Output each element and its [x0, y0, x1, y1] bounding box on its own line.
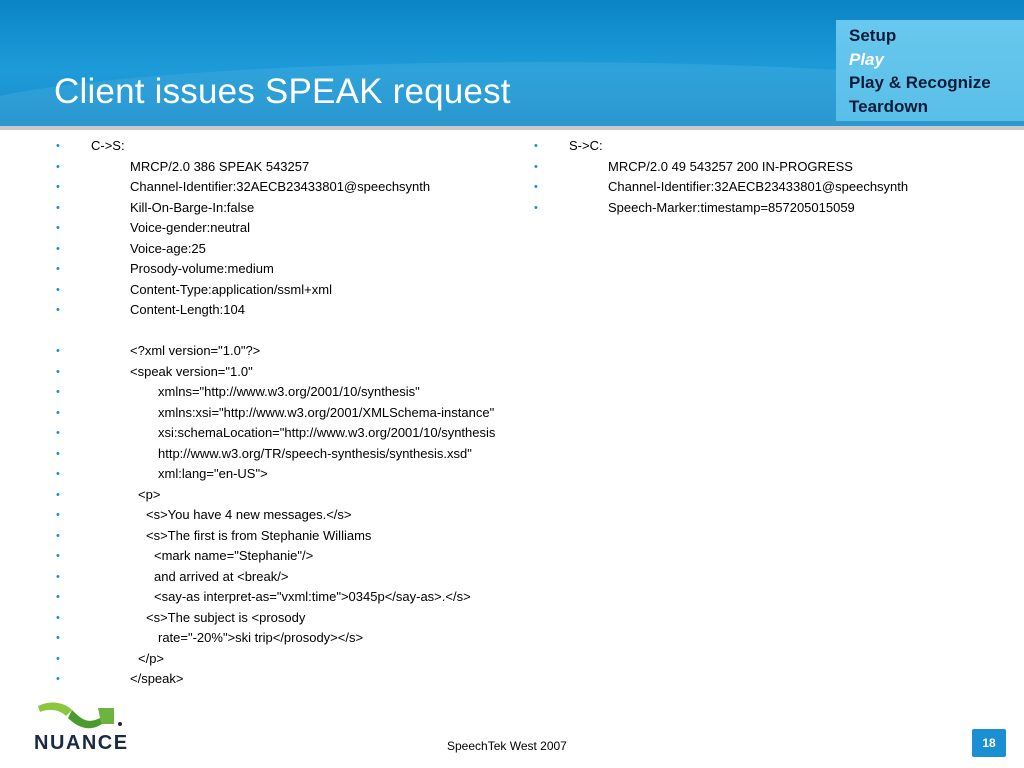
bullet-icon: • — [56, 632, 60, 644]
nuance-logo-text: NUANCE — [34, 732, 129, 754]
bullet-icon: • — [56, 468, 60, 480]
bullet-icon: • — [534, 181, 538, 193]
bullet-icon: • — [56, 242, 60, 255]
request-line-text: Content-Type:application/ssml+xml — [130, 281, 332, 297]
request-line-text: MRCP/2.0 386 SPEAK 543257 — [130, 158, 310, 174]
response-line-text: MRCP/2.0 49 543257 200 IN-PROGRESS — [608, 158, 853, 174]
request-line-text: xml:lang="en-US"> — [158, 466, 268, 481]
request-line-text: <s>The subject is <prosody — [146, 609, 306, 625]
bullet-icon: • — [56, 345, 60, 357]
agenda-item-play-recognize: Play & Recognize — [849, 73, 991, 92]
request-line-text: <mark name="Stephanie"/> — [154, 548, 314, 563]
bullet-icon: • — [56, 386, 60, 398]
response-line-text: Channel-Identifier:32AECB23433801@speechsynth — [608, 179, 909, 194]
bullet-icon: • — [56, 365, 60, 378]
bullet-icon: • — [56, 283, 60, 296]
request-line-text: Voice-age:25 — [130, 240, 206, 256]
bullet-icon: • — [56, 304, 60, 316]
footer-event-name: SpeechTek West 2007 — [447, 739, 567, 753]
slide-header — [0, 0, 1024, 126]
request-line-text: </p> — [138, 650, 165, 666]
bullet-icon: • — [56, 140, 60, 152]
bullet-icon: • — [56, 611, 60, 624]
request-line-text: xmlns="http://www.w3.org/2001/10/synthesis" — [158, 384, 420, 399]
bullet-icon: • — [534, 160, 538, 173]
request-line-text: <?xml version="1.0"?> — [130, 343, 261, 358]
page-number-badge: 18 — [972, 729, 1006, 757]
agenda-item-teardown: Teardown — [849, 96, 929, 116]
response-line-text: Speech-Marker:timestamp=857205015059 — [608, 199, 855, 215]
bullet-icon: • — [56, 222, 60, 234]
bullet-icon: • — [56, 488, 60, 501]
bullet-icon: • — [534, 140, 538, 152]
bullet-icon: • — [56, 673, 60, 685]
bullet-icon: • — [56, 509, 60, 521]
request-line-text: </speak> — [130, 671, 184, 686]
request-line-text: <say-as interpret-as="vxml:time">0345p</say-as>.</s> — [154, 589, 471, 604]
request-line-text: Content-Length:104 — [130, 302, 245, 317]
bullet-icon: • — [56, 181, 60, 193]
request-line-text: xsi:schemaLocation="http://www.w3.org/2001/10/synthesis — [158, 425, 496, 440]
bullet-icon: • — [56, 201, 60, 214]
request-line-text: Voice-gender:neutral — [130, 220, 250, 235]
bullet-icon: • — [56, 160, 60, 173]
response-line-text: S->C: — [569, 138, 603, 153]
bullet-icon: • — [56, 447, 60, 460]
request-line-text: xmlns:xsi="http://www.w3.org/2001/XMLSchema-instance" — [158, 404, 495, 420]
bullet-icon: • — [56, 591, 60, 603]
bullet-icon: • — [56, 406, 60, 419]
request-line-text: Prosody-volume:medium — [130, 261, 274, 276]
bullet-icon: • — [56, 652, 60, 665]
agenda-item-setup: Setup — [849, 26, 897, 45]
request-line-text: <s>The first is from Stephanie Williams — [146, 527, 372, 543]
request-line-text: Kill-On-Barge-In:false — [130, 199, 255, 215]
bullet-icon: • — [56, 570, 60, 583]
bullet-icon: • — [56, 529, 60, 542]
request-line-text: Channel-Identifier:32AECB23433801@speechsynth — [130, 179, 431, 194]
bullet-icon: • — [56, 263, 60, 275]
request-line-text: <s>You have 4 new messages.</s> — [146, 507, 352, 522]
bullet-icon: • — [56, 427, 60, 439]
bullet-icon: • — [534, 201, 538, 214]
agenda-item-play: Play — [849, 49, 884, 69]
request-line-text: C->S: — [91, 138, 125, 153]
request-line-text: <speak version="1.0" — [130, 363, 253, 379]
request-line-text: rate="-20%">ski trip</prosody></s> — [158, 630, 364, 645]
slide-title: Client issues SPEAK request — [54, 72, 511, 111]
bullet-icon: • — [56, 550, 60, 562]
request-line-text: http://www.w3.org/TR/speech-synthesis/synthesis.xsd" — [158, 445, 472, 461]
header-divider — [0, 126, 1024, 130]
agenda-box — [836, 20, 1024, 121]
request-line-text: <p> — [138, 486, 161, 502]
request-line-text: and arrived at <break/> — [154, 568, 289, 584]
